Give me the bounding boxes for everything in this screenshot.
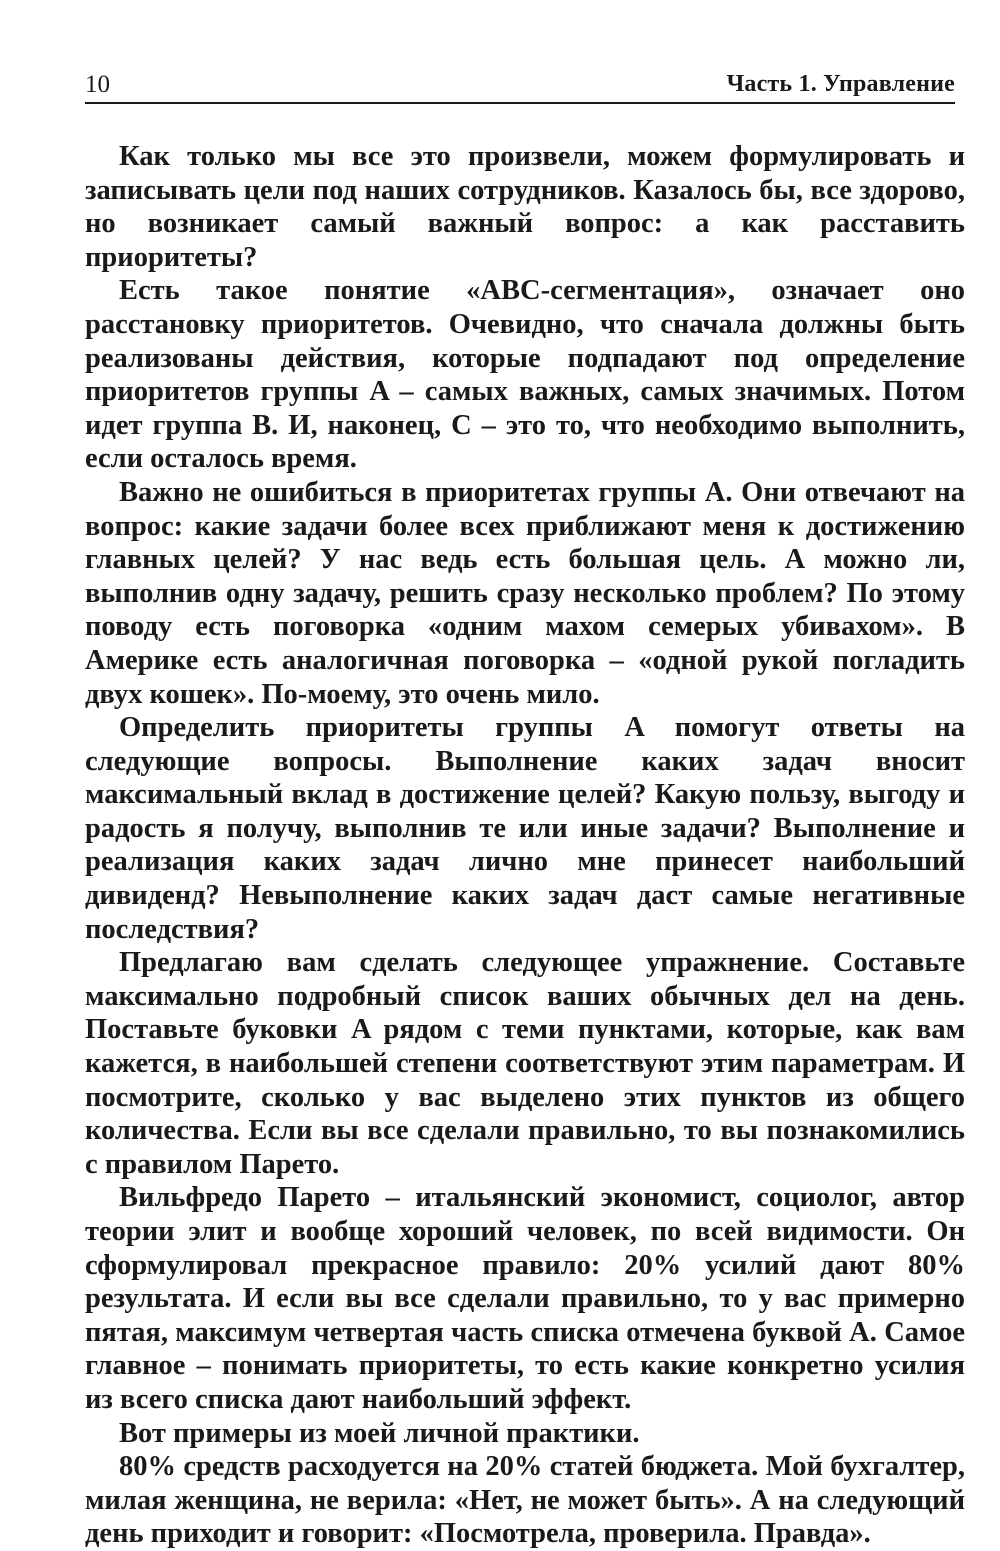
paragraph: Есть такое понятие «ABC-сегментация», означает оно расстановку приоритетов. Очевидно, что сначала должны быть реализованы действия, которые подпадают под определение приоритетов группы A – самых важных, самых значимых. Потом идет группа B. И, наконец, C – это то, что необходимо выполнить, если осталось время. — [85, 275, 965, 475]
page-number: 10 — [85, 71, 110, 98]
paragraph: Вот примеры из моей личной практики. — [119, 1417, 640, 1449]
section-title: Часть 1. Управление — [726, 71, 955, 97]
paragraph: Важно не ошибиться в приоритетах группы A. Они отвечают на вопрос: какие задачи более всех приближают меня к достижению главных целей? У нас ведь есть большая цель. А можно ли, выполнив одну задачу, решить сразу несколько проблем? По этому поводу есть поговорка «одним махом семерых убивахом». В Америке есть аналогичная поговорка – «одной рукой погладить двух кошек». По-моему, это очень мило. — [85, 476, 965, 710]
paragraph: Вильфредо Парето – итальянский экономист, социолог, автор теории элит и вообще хороший человек, по всей видимости. Он сформулировал прекрасное правило: 20% усилий дают 80% результата. И если вы все сделали правильно, то у вас примерно пятая, максимум четвертая часть списка отмечена буквой A. Самое главное – понимать приоритеты, то есть какие конкретно усилия из всего списка дают наибольший эффект. — [85, 1182, 965, 1415]
paragraph: Как только мы все это произвели, можем формулировать и записывать цели под наших сотрудников. Казалось бы, все здорово, но возникает самый важный вопрос: а как расставить приоритеты? — [85, 141, 965, 273]
paragraph: Определить приоритеты группы A помогут ответы на следующие вопросы. Выполнение каких задач вносит максимальный вклад в достижение целей? Какую пользу, выгоду и радость я получу, выполнив те или иные задачи? Выполнение и реализация каких задач лично мне принесет наибольший дивиденд? Невыполнение каких задач даст самые негативные последствия? — [85, 712, 965, 945]
paragraph: Предлагаю вам сделать следующее упражнение. Составьте максимально подробный список ваших обычных дел на день. Поставьте буковки A рядом с теми пунктами, которые, как вам кажется, в наибольшей степени соответствуют этим параметрам. И посмотрите, сколько у вас выделено этих пунктов из общего количества. Если вы все сделали правильно, то вы познакомились с правилом Парето. — [85, 947, 965, 1180]
paragraph: 80% средств расходуется на 20% статей бюджета. Мой бухгалтер, милая женщина, не верила: «Нет, не может быть». А на следующий день приходит и говорит: «Посмотрела, проверила. Правда». — [85, 1451, 965, 1550]
running-header — [85, 62, 955, 104]
body-text — [85, 140, 965, 1551]
